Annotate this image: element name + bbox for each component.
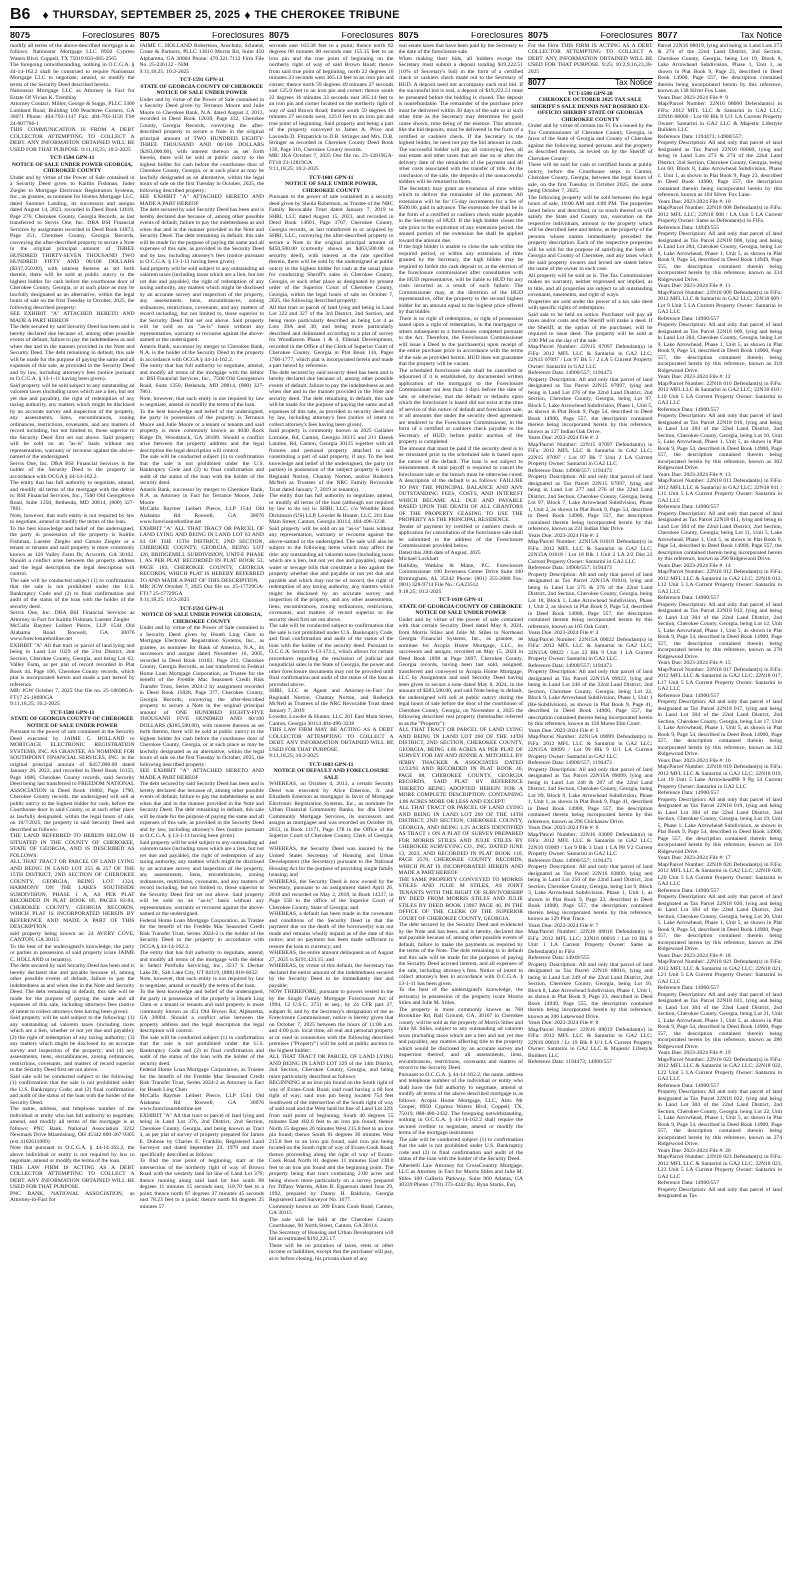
- notice-paragraph: Property Description: All and only that parcel of land designated as Tax Parcel 22N16 08016, lying and being in Land Lot 249 of the 22nd Land District, 2nd Section, Cherokee County, Georgia, being Lot 16, Block 8, Lake Arrowhead Subdivision, Phase 1, Unit 1, as shown in Plat Book 9, Page 23, described in Deed Book 14949, Page 555, the description contained therein being incorporated herein by this reference, known as 206 Lakewood Drive.: [528, 961, 653, 1020]
- notice-paragraph: Federal Home Loan Mortgage Corporation, as Trustee for the benefit of the Freddie Mac Seasoned Credit Risk Transfer Trust, Series 2024-2 is the holder of the Security Deed to the property in accordance with OCGA § 44-14-162.2.: [139, 917, 264, 950]
- notice-paragraph: Reference Data: 14900/557; 1194473: [528, 760, 612, 766]
- column-header: [399, 32, 524, 41]
- notice-paragraph: The sale will be conducted subject to confirmation that the sale is not prohibited under U.S. Bankruptcy Code, and final confirmation and audit of the status of the loan with the holder of the security deed. Pursuant to O.C.G.A. Section 9-13-172.1, which allows for certain procedures regarding the rescission of judicial and nonjudicial sales in the State of Georgia, the power and other foreclosure documents may not be provided until final confirmation and audit of the status of the loan as provided above.: [269, 623, 394, 688]
- notice-paragraph: All property will be sold as is. The Tax Commissioner makes no warranty, neither expressed nor implied, as to title, and all properties are subject to all outstanding covenants, easements, and right of ways.: [528, 272, 653, 298]
- notice-paragraph: The name, address, and telephone number of the individual or entity who has full authority to negotiate, amend, and modify all terms of the mortgage is as follows: PNC Bank, National Association 3232 Newmark Drive Miamisburg, OH 45342 800-367-9305 (ext 4102611089): [10, 1106, 135, 1145]
- notice-paragraph: Note, however, that such entity is not required by law to negotiate, amend or modify the terms of the loan.: [139, 395, 264, 408]
- notice-paragraph: The scheduled foreclosure sale shall be cancelled or adjourned if it is established, by documented written application of the mortgagor to the Foreclosure Commissioner not less than 3 days before the date of sale, or otherwise, that the default or defaults upon which the foreclosure is based did not exist at the time of service of this notice of default and foreclosure sale, or all amounts due under the security deed agreement are tendered to the Foreclosure Commissioner, in the form of a certified or cashiers check payable to the Secretary of HUD, before public auction of the property is completed.: [398, 367, 523, 445]
- notice-paragraph: ALL THAT TRACT OR PARCEL OF LAND LYING AND BEING IN LAND LOT 260 OF THE 14TH DISTRICT, 2ND SECTION, CHEROKEE COUNTY, GEORGIA, BEING 4.86 ACRES AS PER PLAT OF SURVEY FOR JAY AND JENNIE A. MITCHELL BY JERRY THACKER & ASSOCIATES DATED 12/23/93 AND RECORDED IN PLAT BOOK 46, PAGE 88, CHEROKEE COUNTY, GEORGIA RECORDS, SAID PLAT BY REFERENCE THERETO BEING ADOPTED HEREIN FOR A MORE COMPLETE DESCRIPTION. CONTAINING 4.86 ACRES MORE OR LESS AND EXCEPT:: [398, 727, 523, 805]
- notice-paragraph: Property Description: All and only that parcel of land designated as Tax Parcel 22N18 017, lying and being in Land Lot 304 of the 22nd Land District, 2nd Section, Cherokee County, Georgia, being Lot 17, Unit 5, Lake Arrowhead, Phase 1, Unit 5, as shown in Plat Book 9, Page 54, described in Deed Book 14900, Page 557, the description contained therein being incorporated herein by this reference, known as 242 Ridgewood Drive.: [657, 699, 782, 757]
- notice-column-2: [140, 32, 265, 1578]
- notice-paragraph: Property Description: All and only that parcel of land designated as Tax Parcel 22N18 019, lying and being in Land Lot 304 of the 22nd Land District, 2nd Section, Cherokee County, Georgia, being Lot 19, Unit 5, Phase 1, Lake Arrowhead Subdivision, as shown in Plat Book 9, Page 54, described in Deed Book 14900, Page 557, the description contained therein being incorporated herein by this reference, known as 310 Ridgewood Drive.: [657, 796, 782, 855]
- notice-paragraph: Map/Parcel Number: 22N18 020 Defendant(s) in FiFa: 2012 MFL LLC & Santarini in GA2 LLC; 22N18 020, L20 Unit 5 LA Current Property Owner: Santarini in GA2 LLC: [657, 861, 782, 887]
- notice-paragraph: Map/Parcel Number: 22N18 008 Defendant(s) in FiFa: 2012 MFL LLC; 22N18 008 / LA Unit 5 LA Current Property Owner: Same as Defendant(s) in FiFa: [657, 205, 782, 224]
- notice-paragraph: For the Firm THIS FIRM IS ACTING AS A DEBT COLLECTOR ATTEMPTING TO COLLECT A DEBT. ANY INFORMATION OBTAINED WILL BE USED FOR THAT PURPOSE. 9:25; 10:2,9,16,23,30-2025: [528, 42, 653, 75]
- notice-paragraph: Reference Data: 14900/557: [657, 406, 720, 413]
- notice-paragraph: Property Description: All and only that parcel of land designated as Tax Parcel 22N18 012, lying and being in Land Lot 304 of the 22nd Land District, 2nd Section, Cherokee County, Georgia, being Lot 12, Unit 5, Lake Arrowhead, Phase 1, Unit 5, as shown in Plat Book 9, Page 54, described in Deed Book 14900, Page 557, the description contained therein being incorporated herein by this reference, known as 278 Ridgewood Drive.: [657, 601, 782, 660]
- notice-paragraph: 9:11,18,25; 10:2-2025: [139, 597, 190, 603]
- notice-column-1: [10, 32, 135, 1578]
- notice-paragraph: Reference Data: 14900/557; 1194473: [528, 662, 612, 669]
- notice-paragraph: Reference Data: 14900/557; 1194473: [528, 467, 612, 474]
- notice-paragraph: TCT-1588 GPN-11: [50, 709, 95, 716]
- notice-paragraph: Properties are sold under the power of a tax sale deed with specific rights of redemption.: [528, 298, 653, 311]
- notice-paragraph: Reference Data: 1194473; 14900/557: [528, 1059, 612, 1065]
- notice-paragraph: Years Due: 2023-2024 File #: 6: [528, 825, 599, 831]
- notice-paragraph: To the best knowledge and belief of the undersigned, the party in possession of the property is Terrance Moore and Julie Moore or a tenant or tenants and said property is more commonly known as 4040 Rock Ridge Dr, Woodstock, GA 30189. Should a conflict arise between the property address and the legal description the legal description will control.: [139, 408, 264, 454]
- notice-paragraph: Years Due: 2023-2024 File #: 16: [657, 757, 731, 764]
- notice-paragraph: Said property will be sold subject to the following: (1) any outstanding ad valorem taxes (including taxes which are a lien, whether or not yet due and payable); (2) the right of redemption of any taxing authority; (3) any matters which might be disclosed by an accurate survey and inspection of the property; and (4) any assessments, liens, encumbrances, zoning ordinances, restrictions, covenants, and matters of record superior to the Security Deed first set out above.: [10, 1015, 135, 1073]
- notice-paragraph: If the high bidder is unable to close the sale within the required period, or within any extensions of time granted by the Secretary, the high bidder may be required to forfeit the cash deposit or, at the election of the foreclosure commissioner after consultation with the HUD representative, will be liable to HUD for any costs incurred as a result of such failure. The Commissioner may, at the direction of the HUD representative, offer the property to the second highest bidder for an amount equal to the highest price offered by that bidder.: [398, 244, 523, 315]
- notice-paragraph: There will be sold for cash or certified funds at public outcry, before the Courthouse steps in Canton, Cherokee County, Georgia, between the legal hours of sale, on the first Tuesday in October 2025, the same being October 7, 2025.: [528, 162, 653, 194]
- notice-paragraph: Map/Parcel Number: 22N16 03009 Defendant(s) in FiFa: 2012 MFL LLC & Santarini in GA2 LLC; 22N16 03009 / Lot 9 Blk 3 Unit 1 LA P8 V2 Current Property Owner: Santarini in GA2 LLC: [528, 831, 653, 857]
- notice-paragraph: THE LAND REFERRED TO HEREIN BELOW IS SITUATED IN THE COUNTY OF CHEROKEE, STATE OF GEORGIA, AND IS DESCRIBED AS FOLLOWS:: [10, 833, 135, 859]
- notice-paragraph: The debt secured by said Security Deed has been and is hereby declared due because of, among other possible events of default, failure to pay the indebtedness as and when due and in the manner provided in the Note and Security Deed. The debt remaining in default, this sale will be made for the purpose of paying the same and all expenses of this sale, as provided in the Security Deed and by law, including attorney's fees (notice pursuant to O.C.G.A. § 13-1-11 having been given).: [139, 207, 264, 265]
- notice-paragraph: Years Due: 2023-2024 File #: 15: [657, 660, 731, 666]
- notice-paragraph: To the best of the undersigned's knowledge, the person(s) in possession of the property is/are Morris Stiles and Julie M. Stiles.: [398, 987, 523, 1006]
- column-header: [658, 32, 783, 41]
- notice-paragraph: TCT-1593 GPN-11: [179, 605, 224, 612]
- notice-paragraph: Note that pursuant to O.C.G.A. § 44-14-162.2, the above individual or entity is not required by law to negotiate, amend or modify the terms of the loan.: [10, 1145, 135, 1164]
- notice-paragraph: Property Description: All and only that parcel of land designated as Tax: [657, 1186, 782, 1199]
- notice-paragraph: Years Due: 2023-2024 File #: 8: [528, 1020, 599, 1026]
- notice-paragraph: Years Due: 2023-2024 File #: 12: [657, 374, 731, 380]
- notice-paragraph: seconds east 163.38 feet to a point; thence north 82 degrees 08 minutes 00 seconds east 155.35 feet to an iron pin and the true point of beginning on the northerly right of way of said Brown Road; thence from said true point of beginning, north 22 degrees 16 minutes 33 seconds west 365.14 feet to an iron pin and corner; thence north 59 degrees 49 minutes 27 seconds east 125.0 feet to an iron pin and corner; thence south 22 degrees 16 minutes 33 seconds east 365.14 feet to an iron pin and corner located on the northerly right of way of said Brown Road; thence south 59 degrees 49 minutes 27 seconds west, 125.0 feet to an iron pin and true point of beginning. Said property and being a part of the property conveyed to James A. Price and Lavonda D. Fitzpatrick to D.B. Stringer and Mrs. D.B. Stringer as recorded in Cherokee County Deed Book 136, Page 316, Cherokee County records.: [269, 42, 394, 153]
- notice-paragraph: SEE EXHIBIT "A" ATTACHED HERETO AND MADE A PART HEREOF: [139, 194, 264, 207]
- notice-paragraph: The Secretary of Housing and Urban Development will bid an estimated $192,225.17.: [269, 1229, 394, 1242]
- notice-paragraph: Map/Parcel Number: 22N18 023 Defendant(s) in FiFa: 2012 MFL LLC & Santarini in GA2 LLC; 22N18 023, L23 Unit 5 LA Current Property Owner: Santarini in GA2 LLC: [657, 1154, 782, 1180]
- notice-paragraph: MR/ JGW October 7, 2025 Our file no. 25-18690GA-FT17 25-18690GA: [10, 688, 135, 701]
- notice-paragraph: McCalla Raymer Leibert Pierce, LLP 1544 Old Alabama Rd Roswell, GA 30076 www.foreclosurehotline.net: [139, 1093, 264, 1112]
- notice-paragraph: Reference Data: 14900/557: [657, 1082, 720, 1089]
- notice-paragraph: NOTICE OF SALE UNDER POWER GEORGIA, CHEROKEE COUNTY: [11, 161, 133, 174]
- page-number: B6: [10, 6, 31, 23]
- classified-title: Tax Notice: [615, 78, 653, 87]
- notice-paragraph: Said property will be sold on an "as-is" basis without any representation, warranty or recourse against the above-named or the undersigned. The sale will also be subject to the following items which may affect the title: any outstanding ad valorem taxes (including taxes which are a lien, but not yet due and payable), unpaid water or sewage bills that constitute a lien against the property whether due and payable or not yet due and payable and which may not be of record, the right of redemption of any taxing authority, any matters which might be disclosed by an accurate survey and inspection of the property, and any other assessments, liens, encumbrances, zoning ordinances, restrictions, covenants, and matters of record superior to the security deed first set out above.: [269, 525, 394, 623]
- notice-paragraph: Property Description: All and only that parcel of land designated as Tax Parcel 22N16 03009, lying and being in Land Lot 250 of the 22nd Land District, 2nd Section, Cherokee County, Georgia, being Lot 9, Block 3, Lake Arrowhead Subdivision, Phase 1, Unit 1, as shown in Plat Book 9, Page 23, described in Deed Book 14900, Page 557, the description contained therein being incorporated herein by this reference, known as 129 Pine Trace.: [528, 864, 653, 922]
- notice-paragraph: Ameris Bank, successor by merger to Cherokee Bank, N.A. is the holder of the Security Deed to the property in accordance with OCGA § 44-14-162.2.: [139, 343, 264, 363]
- classified-title: Foreclosures: [211, 32, 264, 40]
- notice-paragraph: Years Due: 2023-2024 File #: 7: [528, 922, 599, 929]
- notice-column-3: [269, 32, 394, 1578]
- notice-paragraph: The amount that must be paid if the security deed is to be reinstated prior to the scheduled sale is based upon the nature of the default. The loan is not subject to reinstatement. A total payoff is required to cancel the foreclosure sale or the breach must be otherwise cured. A description of the default is as follows: FAILURE TO PAY THE PRINCIPAL BALANCE AND ANY OUTSTANDING FEES, COSTS, AND INTEREST WHICH BECAME ALL DUE AND PAYABLE BASED UPON THE DEATH OF ALL GRANTORS OF THE PROPERTY CEASING TO USE THE PROPERTY AS THE PRINCIPAL RESIDENCE.: [398, 445, 523, 523]
- masthead-separator-icon: ♦: [244, 8, 251, 22]
- notice-paragraph: 9:11,18,25; 10:2-2025: [139, 68, 190, 75]
- notice-paragraph: Map/Parcel Number: 22N18 009 Defendant(s) in FiFa: 2012 MFL LLC & Santarini in GA2 LLC; 22N18 009 / Lot 9 Unit 5 LA Current Property Owner: Santarini in GA2 LLC: [657, 289, 782, 315]
- notice-paragraph: THE SAME PROPERTY CONVEYED TO MORRIS STILES AND JULIE M STILES, AS JOINT TENANTS WITH THE RIGHT OF SURVIVORSHIP BY DEED FROM MORRIS STILES AND JULIE STILES BY DEED BOOK 13967 PAGE 46, IN THE OFFICE OF THE CLERK OF THE SUPERIOR COURT OF CHEROKEE COUNTY, GEORGIA.: [398, 876, 523, 922]
- notice-column-6: [658, 32, 783, 1578]
- masthead-separator-icon: ♦: [42, 8, 49, 22]
- notice-paragraph: Michael Lockhart: [398, 556, 439, 562]
- classified-code: 8075: [10, 32, 31, 40]
- notice-paragraph: McCalla Raymer Leibert Pierce, LLP 1544 Old Alabama Rd Roswell, GA 30076 www.foreclosurehotline.net: [139, 506, 264, 525]
- notice-paragraph: Map/Parcel Number: 22N18 017 Defendant(s) in FiFa: 2012 MFL LLC & Santarini in GA2 LLC; 22N18 017, L17 Unit 5 LA Current Property Owner: Santarini in GA2 LLC: [657, 666, 782, 692]
- notice-paragraph: said property being known as: 24 AVERY COVE, CANTON, GA 30115: [10, 930, 135, 943]
- notice-paragraph: To the best knowledge and belief of the undersigned, the party in possession of the property is Kaitlin Fishman, Luester Ziegler and Carson Ziegler or a tenant or tenants and said property is more commonly known as 126 Valley Farm Dr, Acworth, GA 30102. Should a conflict arise between the property address and the legal description the legal description will control.: [10, 525, 135, 577]
- notice-paragraph: WHEREAS, by virtue of this default, the Secretary has declared the entire amount of the indebtedness secured by the Security Deed to be immediately due and payable;: [269, 963, 394, 989]
- notice-paragraph: STATE OF GEORGIA COUNTY OF CHEROKEE NOTICE OF SALE UNDER POWER: [10, 716, 134, 729]
- notice-paragraph: Parcel 22N16 08019, lying and being in Land Lots 273 & 274 of the 22nd Land District, 2nd Section, Cherokee County, Georgia, being Lot 19, Block 8, Lake Arrowhead Subdivision, Phase 1, Unit 1, as shown in Plat Book 9, Page 23, described in Deed Book 14900, Page 557, the description contained therein being incorporated herein by this reference, known as 138 Silver Fox Lane.: [657, 42, 782, 94]
- notice-paragraph: Tender of payment by certified or cashiers check or application for cancellation of the foreclosure sale shall be submitted to the address of the Foreclosure Commissioner provided below.: [398, 523, 523, 549]
- notice-paragraph: Years Due: 2023-2024 File #: 20: [657, 1147, 731, 1154]
- notice-paragraph: Reference Data: 14900/557; 1194473: [528, 857, 612, 864]
- notice-paragraph: The foregoing notwithstanding, nothing in O.C.G.A. § 44-14-162.2 shall be construed to require Nationstar Mortgage LLC to negotiate, amend, or modify the terms of the Security Deed described herein.: [10, 62, 135, 88]
- notice-paragraph: Map/Parcel Number: 22N18 019 Defendant(s) in FiFa: 2012 MFL LLC & Santarini in GA2 LLC; 22N18 019, Lot 19 Unit 5 Lake ArrowheadPB 9 Pg 54 Current Property Owner: Santarini in GA2 LLC: [657, 764, 782, 790]
- masthead-date: THURSDAY, SEPTEMBER 25, 2025: [52, 9, 241, 21]
- notice-paragraph: NOW THEREFORE, pursuant to powers vested in me by the Single Family Mortgage Foreclosure Act of 1994, 12 U.S.C. 3751 et seq., by 24 CFR part 27, subpart B, and by the Secretary's designation of me as Foreclosure Commissioner, notice is hereby given that on October 7, 2025 between the hours of 11:00 a.m. and 4:00 p.m. local time, all real and personal property at or used in connection with the following described premises ("Property") will be sold at public auction to the highest bidder:: [269, 989, 394, 1054]
- notice-paragraph: Years Due: 2023-2024 File #: 14: [657, 562, 731, 569]
- notice-paragraph: Reference Data: 14900/557; 1194473: [528, 565, 612, 571]
- notice-paragraph: NOTICE OF SALE UNDER POWER, CHEROKEE COUNTY: [285, 181, 378, 194]
- notice-paragraph: MR/ JGW October 7, 2025 Our file no. 25-17729GA-FT17 25-17729GA: [139, 584, 264, 597]
- notice-paragraph: Map/Parcel Number: 22N18 022 Defendant(s) in FiFa: 2012 MFL LLC & Santarini in GA2 LLC; 22N18 022, L22 Unit 5 LA Current Property Owner: Santarini in GA2 LLC: [657, 1056, 782, 1082]
- notice-paragraph: WHEREAS, the Security Deed is now owned by the Secretary, pursuant to an assignment dated April 26, 2018 and recorded on May 2, 2018, in Book 14337, in Page 558 in the office of the Superior Court of Cherokee County, State of Georgia; and: [269, 878, 394, 911]
- notice-paragraph: EXHIBIT "A" ALL THAT TRACT OR PARCEL OF LAND LYING AND BEING IN LAND LOT 63 AND 64 OF THE 15TH DISTRICT, 2ND SECTION, CHEROKEE COUNTY, GEORGIA, BEING LOT 426, BRIDGEMILL SUBDIVISION, UNIT-E PHASE I, AS PER PLAT RECORDED IN PLAT BOOK 53, PAGE 183, CHEROKEE COUNTY, GEORGIA RECORDS, WHICH PLAT IS HEREBY REFERRED TO AND MADE A PART OF THIS DESCRIPTION.: [139, 525, 264, 584]
- notice-paragraph: Halliday, Watkins & Mann, P.C. Foreclosure Commissioner 100 Inverness Center Drive Suite 100 Birmingham, AL 35242 Phone: (801) 355-2886 Fax: (801) 328-9714 File No.: GA23512: [398, 562, 523, 588]
- notice-paragraph: TCT-1601 GPN-11: [309, 174, 354, 181]
- classified-code: 8077: [657, 32, 678, 40]
- notice-paragraph: NOTICE OF DEFAULT AND FORECLOSURE SALE: [273, 768, 389, 781]
- notice-paragraph: TCT-1591 GPN-11: [179, 77, 224, 83]
- notice-paragraph: Property Description: All and only that parcel of land designated as Tax Parcel 22N15A 09022, lying and being in Land Lot 246 of the 22nd Land District, 2nd Section, Cherokee County, Georgia, being Lot 22, Block 9, Lake Arrowhead Subdivision, Phase 1, Unit 1 (Re-Subdivision), as shown in Plat Book 9, Page 41, described in Deed Book 14900, Page 557, the description contained therein being incorporated herein by this reference, known as 158 Morse Elm Court.: [528, 669, 653, 727]
- notice-paragraph: Pursuant to the power of sale contained in the Security Deed executed by JAIME C. HOLLAND to MORTGAGE ELECTRONIC REGISTRATION SYSTEMS, INC. AS GRANTEE, AS NOMINEE FOR SOUTHPOINT FINANCIAL SERVICES, INC. in the original principal amount of $457,000.00 dated January 26, 2022, and recorded in Deed Book 16155, Page 1686, Cherokee County records, said Security Deed being last transferred to FREEDOM NATIONAL ASSOCIATION in Deed Book 16882, Page 1790, Cherokee County records, the undersigned will sell at public outcry to the highest bidder for cash, before the Courthouse door in said County, or at such other place as lawfully designated, within the legal hours of sale, on 10/7/2025, the property in said Security Deed and described as follows:: [10, 729, 135, 833]
- notice-paragraph: Reference Data: 14900/557: [657, 692, 720, 699]
- notice-paragraph: ALL THAT TRACT OR PARCEL OF LAND LYING AND BEING IN LAND LOT 255 & 257 OF THE 15TH DISTRICT, 2ND SECTION OF CHEROKEE COUNTY, GEORGIA, BEING LOT 1324, HARMONY ON THE LAKES SOUTHSIDE SUBDIVISION, PHASE 1 A, AS PER PLAT RECORDED IN PLAT BOOK 89, PAGES 83-84, CHEROKEE COUNTY, GEORGIA RECORDS, WHICH PLAT IS INCORPORATED HEREIN BY REFERENCE AND MADE A PART OF THIS DESCRIPTION.: [10, 859, 135, 930]
- notice-paragraph: Federal Home Loan Mortgage Corporation, as Trustee for the benefit of the Freddie Mac Seasoned Credit Risk Transfer Trust, Series 2024-2 as Attorney in Fact for Hsueh Ling Chen: [139, 1067, 264, 1093]
- notice-paragraph: SEE EXHIBIT "A" ATTACHED HERETO AND MADE A PART HEREOF: [10, 311, 135, 324]
- notice-paragraph: Property Description: All and only that parcel of land designated as Tax Parcel 22N18 009, lying and being in Land Lot 284, Cherokee County, Georgia, being Lot 9, Lake Arrowhead, Phase 1, Unit 5, as shown in Plat Book 9, Page 54, described in Deed Book 14900, Page 557, the description contained therein being incorporated herein by this reference, known as 318 Ridgewood Drive.: [657, 322, 782, 374]
- notice-paragraph: Property Description: All and only that parcel of land designated as Tax Parcel 22N15 07097, lying and being in Land Lot 276 of the 22nd Land District, 2nd Section, Cherokee County, Georgia, being Lot 97, Block 5, Lake Arrowhead Subdivision, Phase 1, Unit 5, as shown in Plat Book 9, Page 54, described in Deed Book 14900, Page 557, the description contained therein being incorporated herein by this reference, known as 127 Indian Oak Drive.: [528, 376, 653, 435]
- notice-paragraph: The property is more commonly known as 768 Brookline Rd, Ball Ground, GA, 30107 in Cherokee county, will be sold as the property of Morris Stiles and Julie M. Stiles, subject to any outstanding ad valorem taxes (including taxes which are a lien and not yet due and payable), any matters affecting title to the property which would be disclosed by an accurate survey and inspection thereof, and all assessments, liens, encumbrances, restrictions, covenants and matters of record to the Security Deed.: [398, 1006, 523, 1071]
- classified-code: 8077: [528, 78, 546, 87]
- notice-paragraph: Years Due: 2023-2024 File #: 5: [528, 727, 599, 734]
- notice-paragraph: Years Due: 2023-2024 File #: 17: [657, 855, 731, 861]
- notice-paragraph: Property Description: All and only that parcel of land designated as Tax Parcel 22N18 008, lying and being in Land Lot 284, Cherokee County, Georgia, being Lot 8, Lake Arrowhead, Phase 1, Unit 5, as shown in Plat Book 9, Page 54, described in Deed Book 14949, Page 555, the description contained therein being incorporated herein by this reference, known as 334 Ridgewood Drive.: [657, 231, 782, 283]
- masthead: [10, 4, 782, 28]
- notice-paragraph: Reference Data: 14900/557: [657, 315, 720, 322]
- notice-paragraph: Lowder, Lowder & Hunter, LLC 261 East Main Street, Canton, Georgia 30114 404-496-3238: [269, 714, 394, 727]
- classified-code: 8075: [398, 32, 419, 40]
- notice-paragraph: All that tract or parcel of land lying and being in Land Lot 322 and 327 of the 3rd District, 2nd Section, and being more particularly described as being Lot 4 as Lots 39A and 30, and being more particularly described and delineated according to a plat of survey for Woodhaven Phase 1 & 4, Ellenah Development, recorded in the Office of the Clerk of Superior Court of Cherokee County, Georgia in Plat Book 116, Pages 1766-1777, which plat is incorporated herein and made a part hereof by reference.: [269, 304, 394, 369]
- notice-paragraph: The entity that has full authority to negotiate, amend, and modify all terms of the mortgage with the debtor is: BSI Financial Services, Inc., 7500 Old Georgetown Road, Suite 1350, Bethesda, MD 20814, (800) 327-7861.: [139, 363, 264, 395]
- notice-paragraph: Under and by virtue of the Power of Sale contained in a Security Deed given by Hsueh Ling Chen to Mortgage Electronic Registration Systems, Inc., as grantee, as nominee for Bank of America, N.A., its successors and assigns dated November 16, 2005, recorded in Deed Book 10183, Page 211, Cherokee County, Georgia Records, as last transferred to Federal Home Loan Mortgage Corporation, as Trustee for the benefit of the Freddie Mac Seasoned Credit Risk Transfer Trust, Series 2024-2 by assignment recorded in Deed Book 15028, Page 377, Cherokee County, Georgia Records, conveying the after-described property to secure a Note in the original principal amount of ONE HUNDRED EIGHTY-FIVE THOUSAND FIVE HUNDRED AND 00/100 DOLLARS ($185,500.00), with interest thereon as set forth therein, there will be sold at public outcry to the highest bidder for cash before the courthouse door of Cherokee County, Georgia, or at such place as may be lawfully designated as an alternative, within the legal hours of sale on the first Tuesday in October, 2025, the following described property:: [139, 625, 264, 768]
- classified-title: Foreclosures: [600, 32, 653, 40]
- notice-paragraph: MR/ JKA October 7, 2025 Our file no. 23-12819GA-FT18 23-12819GA: [269, 153, 394, 166]
- notice-paragraph: Reference Data: 14900/557: [657, 1180, 720, 1186]
- notice-paragraph: Albertelli Law Attorney for CrossCountry Mortgage, LLC as Attorney in Fact for Morris Stiles and Julie M. Stiles 100 Galleria Parkway, Suite 960 Atlanta, GA 30339 Phone: (770) 373-4242 By: Ryan Starks, Esq.: [398, 1162, 523, 1188]
- notice-paragraph: Property Description: All and only that parcel of land designated as Tax Parcel 22N15 07097, lying and being in Land Lot 277 and 276 of the 22nd Land District, 2nd Section, Cherokee County, Georgia, being Lot 97, Block 7, Lake Arrowhead Subdivision, Phase 1, Unit 2, as shown in Plat Book 9, Page 54, described in Deed Book 14900, Page 557, the description contained therein being incorporated herein by this reference, known as 231 Indian Oak Drive.: [528, 474, 653, 532]
- notice-paragraph: EXHIBIT "A" All that tract or parcel of land lying and being in Land Lot 1029 of the 21st District, 2nd Section, Cherokee County, Georgia, and being Lot 63, Valley Farm, as per plat of record recorded in Plat Book 44, Page 106, Cherokee County records, which plat is incorporated herein and made a part hereof by reference.: [10, 642, 135, 688]
- notice-paragraph: Map/Parcel Number: 22N18 010 Defendant(s) in FiFa: 2012 MFL LLC & Santarini in GA2 LLC; 22N18 010 / L10 Unit 5 LA Current Property Owner: Santarini in GA2 LLC: [657, 380, 782, 406]
- notice-paragraph: TCT-1588 GPN-20: [567, 90, 613, 97]
- notice-paragraph: Years Due: 2023-2024 File #: 2: [528, 435, 599, 441]
- notice-paragraph: TCT-1603 GPN-11: [309, 761, 354, 768]
- notice-paragraph: THIS LAW FIRM IS ACTING AS A DEBT COLLECTOR ATTEMPTING TO COLLECT A DEBT. ANY INFORMATION OBTAINED WILL BE USED FOR THAT PURPOSE.: [10, 1164, 135, 1190]
- notice-paragraph: Nationstar Mortgage LLC as Attorney in Fact for Estate Of Vivian K. Tremblay: [10, 88, 135, 101]
- notice-paragraph: McCalla Raymer Leibert Pierce, LLP 1544 Old Alabama Road Roswell, GA 30076 www.foreclosurehotline.net: [10, 623, 135, 642]
- subsection-header: [528, 78, 653, 89]
- notice-paragraph: THIS LAW FIRM MAY BE ACTING AS A DEBT COLLECTOR ATTEMPTING TO COLLECT A DEBT. ANY INFORMATION OBTAINED WILL BE USED FOR THAT PURPOSE.: [269, 727, 394, 753]
- notice-paragraph: Map/Parcel Number: 22N15A 09022 Defendant(s) in FiFa: 2012 MFL LLC & Santarini in GA2 LLC; 22N15A 09022 / Lot 22 Blk 9 Unit 1 LA Current Property Owner: Santarini in GA2 LLC: [528, 636, 653, 662]
- column-header: [528, 32, 653, 41]
- notice-paragraph: Note, however, that such entity is not required by law to negotiate, amend or modify the terms of the loan.: [139, 976, 264, 989]
- notice-paragraph: WHEREAS, on October 4, 2013, a certain Security Deed was executed by Alice Emerson, Jr. and Elizabeth Emerson as mortgagor in favor of Mortgage Electronic Registration Systems, Inc., as nominee for Urban Financial Community Banks, Inc dba United Community Mortgage Services, its successors and assigns as mortgagee and was recorded on October 18, 2013, in Book 11171, Page 178 in the Office of the Superior Court of Cherokee County, Clerk of Georgia; and: [269, 781, 394, 846]
- notice-paragraph: Property Description: All and only that parcel of land designated as Tax Parcel 22N18 020, lying and being in Land Lot 304 of the 22nd Land District, 2nd Section, Cherokee County, Georgia, being Lot 20, Unit 5, Lake Arrowhead, Phase 1, Unit 5, as shown in Plat Book 9, Page 54, described in Deed Book 14900, Page 557, the description contained therein being incorporated herein by this reference, known as 298 Ridgewood Drive.: [657, 894, 782, 952]
- notice-paragraph: Reference Data: 14900/557: [657, 504, 720, 510]
- notice-paragraph: The debt secured by said Security Deed has been and is hereby declared due because of, among other possible events of default, failure to pay the indebtedness as and when due and in the manner provided in the Note and Security Deed. The debt remaining in default, this sale will be made for the purpose of paying the same and all expenses of this sale, as provided in the Security Deed and by law, including attorney's fees (notice pursuant to O.C.G.A. § 13-1-11 having been given).: [139, 781, 264, 839]
- notice-paragraph: Reference Data: 14900/557: [657, 985, 720, 991]
- notice-paragraph: Reference Data: 14900/557: [657, 887, 720, 894]
- notice-paragraph: Property Description: All and only that parcel of land designated as Tax Parcel 22N16 08060, lying and being in Land Lots 273 & 274 of the 22nd Land District, 2nd Section, Cherokee County, Georgia, being Lot 60, Block 8, Lake Arrowhead Subdivision, Phase 1, Unit 1, as shown in Plat Book 9, Page 23, described in Deed Book 14900, Page 557, the description contained therein being incorporated herein by this reference, known as 104 Silver Fox Lane.: [657, 140, 782, 198]
- notice-paragraph: Reference Data: 14900/557; 1194473: [528, 370, 612, 376]
- notice-paragraph: Under and by virtue of certain tax Fi. Fa.s issued by the Tax Commissioner of Cherokee County, Georgia, in favor of the State of Georgia and County of Cherokee against the following named persons and the property as described therein, as levied on by the Sheriff of Cherokee County:: [528, 123, 653, 162]
- notice-paragraph: Pursuant to the power of sale contained in a security deed given by Sheila Robertson, as Trustee of the NRC Family Revocable Trust dated January 7, 2019 to SHRI, LLC dated August 15, 2023, and recorded in Deed Book 14601, Page 3707, Cherokee County, Georgia records, as last transferred to or acquired by SHRI, LLC, conveying the after-described property to secure a Note in the original principal amount of $450,500.00 (currently shown as $463,500.00 on security deed), with interest at the rate specified therein, there will be sold by the undersigned at public outcry to the highest bidder for cash at the usual place for conducting Sheriff's sales in Cherokee County, Georgia, or such other place as designated by present order of the Superior Court of Cherokee County, Georgia, within the legal hours of sale on October 7, 2025, the following described property:: [269, 194, 394, 304]
- notice-paragraph: BEGINNING at an iron pin found on the South right of way of Evans-Cook Road, said road having a 60 foot right of way; said iron pin being located 754 feet Southwest of the intersection of the South right of way of said road and the West land lot line of Land Lot 329; from said point of beginning, South 40 degrees 55 minutes East 402.6 feet to an iron pin found; thence North 15 degrees 26 minutes West 215.8 feet to an iron pin found; thence South 81 degrees 36 minutes West 215.8 feet to an iron pin found, said iron pin being located on the South right of way of Evans-Cook Road; thence proceeding along the right of way of Evans-Cook Road North 81 degrees 11 minutes East 230.0 feet to an iron pin found and the beginning point. The property being that tract containing 2.00 acres and being shown more particularly on a survey prepared for Tiffany Warren, Allen B. Epperson dated June 29, 1992, prepared by Danny H. Baldwin, Georgia Registered Land Surveyor No. 1677.: [269, 1080, 394, 1203]
- notice-paragraph: Property Description: All and only that parcel of land designated as Tax Parcel 22N18 021, lying and being in Land Lot 304 of the 22nd Land District, 2nd Section, Cherokee County, Georgia, being Lot 21, Unit 5, Lake Arrowhead, Phase 1, Unit 5, as shown in Plat Book 9, Page 54, described in Deed Book 14900, Page 557, the description contained therein being incorporated herein by this reference, known as 286 Ridgewood Drive.: [657, 991, 782, 1050]
- notice-paragraph: There will be no proration of taxes, rents or other income or liabilities, except that the purchaser will pay, at or before closing, his prorata share of any: [269, 1242, 394, 1262]
- notice-paragraph: Reference Data: 1194473; 14900/557;: [657, 133, 743, 140]
- notice-paragraph: Property Description: All and only that parcel of land designated as Tax Parcel 22N18 010, lying and being in Land Lot 284 of the 22nd Land District, 2nd Section, Cherokee County, Georgia, being Lot 10, Unit 5, Lake Arrowhead, Phase 1, Unit 5, as shown in Plat Book 9, Page 54, described in Deed Book 14900, Page 557, the description contained therein being incorporated herein by this reference, known as 302 Ridgewood Drive.: [657, 413, 782, 471]
- notice-column-5: [528, 32, 653, 1578]
- classified-title: Foreclosures: [341, 32, 394, 40]
- notice-paragraph: Said property will be sold subject to any outstanding ad valorem taxes (including taxes which are a lien, but not yet due and payable), the right of redemption of any taxing authority, any matters which might be disclosed by an accurate survey and inspection of the property, any assessments, liens, encumbrances, zoning ordinances, restrictions, covenants, and any matters of record including, but not limited to, those superior to the Security Deed first set out above. Said property will be sold on an "as-is" basis without any representation, warranty or recourse against the above-named or the undersigned.: [139, 265, 264, 343]
- notice-paragraph: Map/Parcel Number: 22N18 021 Defendant(s) in FiFa: 2012 MFL LLC & Santarini in GA2 LLC; 22N18 021, L21 Unit 5 LA Current Property Owner: Santarini in GA2 LLC: [657, 959, 782, 985]
- notice-paragraph: STATE OF GEORGIA COUNTY OF CHEROKEE NOTICE OF SALE UNDER POWER: [140, 83, 264, 96]
- classified-code: 8075: [528, 32, 549, 40]
- notice-paragraph: Map/Parcel Number: 22N18 011 Defendant(s) in FiFa: 2012 MFL LLC & Santarini in GA2 LLC; 22N18 011 / L11 Unit 5 LA Current Property Owner: Santarini in GA2 LLC: [657, 478, 782, 504]
- notice-paragraph: Property Description: All and only that parcel of land designated as Tax Parcel 22N15A 09099, lying and being in Land Lot 246 & 207 of the 22nd Land District, 2nd Section, Cherokee County, Georgia, being Lot 99, Block 9, Lake Arrowhead Subdivision, Phase 1, Unit 1, as shown in Plat Book 9, Page 41, described in Deed Book 14900, Page 557, the description contained therein being incorporated herein by this reference, known as 296 Chickasaw Drive.: [528, 766, 653, 825]
- notice-paragraph: Servis One, Inc. DBA BSI Financial Services as Attorney in Fact for Kaitlin Fishman, Luester Ziegler: [10, 610, 135, 623]
- notice-paragraph: The sale will be conducted subject (1) to confirmation that the sale is not prohibited under the U.S. Bankruptcy Code and (2) to final confirmation and audit of the status of the loan with the holder of the security deed.: [10, 577, 135, 610]
- notice-paragraph: The debt secured by said Security Deed has been and is hereby declared due and payable because of, among other possible events of default, failure to pay the indebtedness as and when due in the Note and Security Deed. The debt remaining in default, this sale will be made for the purpose of paying the same and all expenses of this sale, including attorneys fees (notice of intent to collect attorneys fees having been given).: [10, 963, 135, 1015]
- notice-paragraph: Map/Parcel Number: 22N15A 09099 Defendant(s) in FiFa: 2012 MFL LLC & Santarini in GA2 LLC; 22N15A 09099 / Lot 99 Blk 9 U/1 LA Current Property Owner: Santarini in GA2 LLC: [528, 734, 653, 760]
- notice-paragraph: JAIME C. HOLLAND Robertson, Anschutz, Schneid, Crane & Partners, PLLC 13010 Morris Rd, Suite 450 Alpharetta, GA 30004 Phone: 470.321.7112 Firm File No. 25-236132 - NiM: [139, 42, 264, 68]
- notice-paragraph: CHEROKEE OCTOBER 2025 TAX SALE SHERIFF'S SALE DENNIS NAT ROSERIO EX-OFFICIO SHERIFF STATE OF GEORGIA CHEROKEE COUNTY: [531, 97, 650, 123]
- notice-paragraph: Years Due: 2023-2024 File #: 3: [528, 532, 599, 539]
- notice-paragraph: PNC BANK, NATIONAL ASSOCIATION, as Attorney-in-Fact for: [10, 1190, 135, 1203]
- notice-paragraph: 9:11,18,25; 10:2-2025: [269, 753, 319, 759]
- notice-paragraph: Said sale will be conducted subject to the following: (1) confirmation that the sale is not prohibited under the U.S. Bankruptcy Code; and (2) final confirmation and audit of the status of the loan with the holder of the Security Deed.: [10, 1073, 135, 1106]
- classified-code: 8075: [139, 32, 160, 40]
- notice-paragraph: Said property will be sold subject to any outstanding ad valorem taxes (including taxes which are a lien, but not yet due and payable), the right of redemption of any taxing authority, any matters which might be disclosed by an accurate survey and inspection of the property, any assessments, liens, encumbrances, zoning ordinances, restrictions, covenants, and any matters of record including, but not limited to, those superior to the Security Deed first set out above. Said property will be sold on an "as-is" basis without any representation, warranty or recourse against the above-named or the undersigned.: [139, 839, 264, 917]
- notice-paragraph: Commonly known as: 209 Evans Cook Road, Canton, GA 30115: [269, 1203, 394, 1216]
- notice-paragraph: SEE EXHIBIT "A" ATTACHED HERETO AND MADE A PART HEREOF: [139, 768, 264, 781]
- notice-paragraph: STATE OF GEORGIA COUNTY OF CHEROKEE NOTICE OF SALE UNDER POWER: [399, 603, 523, 616]
- notice-paragraph: THIS COMMUNICATION IS FROM A DEBT COLLECTOR ATTEMPTING TO COLLECT A DEBT. ANY INFORMATION OBTAINED WILL BE USED FOR THAT PURPOSE. 9:11,18,25; 10:2-2025: [10, 127, 135, 153]
- notice-paragraph: SHRI, LLC as Agent and Attorney-in-Fact for Reginald Norton, Chantay Norton, and Roderick McNeil as Trustees of the NRC Revocable Trust dated January 7, 2019: [269, 688, 394, 714]
- notice-paragraph: The following property will be sold between the legal hours of sale, 10:00 AM and 4:00 PM. The properties listed below and described, or so much thereof as will satisfy the State and County tax, execution on the respective individuals, amount to the property which will be described here and below, as the property of the persons whose names immediately preceded the property description. Each of the respective properties will be sold for the purpose of satisfying the State of Georgia and County of Cherokee, and any taxes which the said property owners and levied are stated below the name of the owner in each case.: [528, 194, 653, 272]
- legal-notices-columns: [10, 32, 782, 1578]
- notice-paragraph: Property Description: All and only that parcel of land designated as Tax Parcel 22N15A 01018, lying and being in Land Lot 275 & 276 of the 22nd Land District, 2nd Section, Cherokee County, Georgia, being Lot 18, Block 1, Lake Arrowhead Subdivision, Phase 1, Unit 2, as shown in Plat Book 9, Page 54, described in Deed Book 14900, Page 557, the description contained therein being incorporated herein by this reference, known as 105 Oak Court.: [528, 571, 653, 630]
- notice-paragraph: WHEREAS, the Security Deed was insured by the United States Secretary of Housing and Urban Development (the Secretary) pursuant to the National Housing Act for the purpose of providing single family housing; and: [269, 846, 394, 878]
- notice-paragraph: Map/Parcel Number: 22N16 08060 Defendant(s) in FiFa: 2012 MFL LLC & Santarini in GA2 LLC; 22N16 08060 / Lot 60 Blk 8 U/1 LA Current Property Owner: Santarini in GA2 LLC & Majestic Lifestyle Builders LLC: [657, 101, 782, 133]
- notice-paragraph: Years Due: 2023-2024 File #: 4: [528, 630, 599, 636]
- notice-paragraph: Said property is commonly known as 2025 Gallaher Lorraine, Rd, Canton, Georgia 30115 and 211 Eleesh Lantine, Rd, Canton, Georgia 30115 together with all fixtures and personal property attached to and constituting a part of said property, if any. To the best knowledge and belief of the undersigned, the party (or parties) in possession of the subject property is (are): Reginald Norton, Chantay Norton, and/or Roderick McNeil as Trustees of the NRC Family Revocable Trust dated January 7, 2019 or tenant(s).: [269, 428, 394, 493]
- notice-paragraph: Map/Parcel Number: 22N15A 01018 Defendant(s) in FiFa: 2012 MFL LLC & Santarini in GA2 LLC; 22N15A 01018 / Lot 18 Blk 1 Unit 2 LA 2/2 Dist 22 Current Property Owner: Santarini in GA2 LLC: [528, 539, 653, 565]
- notice-paragraph: The debt secured by said security deed has been and is hereby declared due because of, among other possible events of default, failure to pay the indebtedness as and when due and in the manner provided in the Note and security deed. The debt remaining in default, this sale will be made for the purpose of paying the same and all expenses of this sale, as provided in security deed and by law, including attorney's fees (notice of intent to collect attorney's fees having been given).: [269, 369, 394, 428]
- notice-paragraph: The entity that has full authority to negotiate, amend, and modify all terms of the mortgage with the debtor is: BSI Financial Services, Inc., 7500 Old Georgetown Road, Suite 1350, Bethesda, MD 20814, (800) 327-7861.: [10, 480, 135, 512]
- classified-title: Foreclosures: [470, 32, 523, 40]
- notice-paragraph: Note, however, that such entity is not required by law to negotiate, amend or modify the terms of the loan.: [10, 512, 135, 525]
- notice-paragraph: Servis One, Inc. DBA BSI Financial Services is the holder of the Security Deed to the property in accordance with OCGA § 44-14-162.2.: [10, 460, 135, 480]
- notice-column-4: [399, 32, 524, 1578]
- notice-paragraph: Property Description: All and only that parcel of land designated as Tax Parcel 22N18 022, lying and being in Land Lot 304 of the 22nd Land District, 2nd Section, Cherokee County, Georgia, being Lot 22, Unit 5, Lake Arrowhead, Phase 1, Unit 5, as shown in Plat Book 9, Page 54, described in Deed Book 14900, Page 557, the description contained therein being incorporated herein by this reference, known as 274 Ridgewood Drive.: [657, 1089, 782, 1147]
- notice-paragraph: To the best of the undersigned's knowledge, the party or parties in possession of said property is/are JAIME C. HOLLAND or tenant(s).: [10, 943, 135, 963]
- notice-paragraph: The debt secured by said Security Deed has been and is hereby declared due because of, among other possible events of default, failure to pay the indebtedness as and when due and in the manner provided in the Note and Security Deed. The debt remaining in default, this sale will be made for the purpose of paying the same and all expenses of this sale, as provided in the Security Deed and by law, including attorney's fees (notice pursuant to O.C.G.A. § 13-1-11 having been given).: [10, 324, 135, 382]
- notice-paragraph: To find the true point of beginning, start at the intersection of the northerly right of way of Brown Road with the westerly land lot line of Land Lot 376; thence running along said land lot line south 88 degrees 11 minutes 15 seconds east, 118.70 feet to a point; thence north 87 degrees 37 minutes 45 seconds east 78.23 feet to a point; thence north 84 degrees 25 minutes 57: [139, 1158, 264, 1210]
- notice-paragraph: Years Due: 2023-2024 File #: 19: [657, 1050, 731, 1056]
- notice-paragraph: Years Due: 2023-2024 File #: 9: [657, 94, 728, 101]
- notice-paragraph: Ameris Bank, successor by merger to Cherokee Bank, N.A. as Attorney in Fact for Terrance Moore, Julie Moore: [139, 486, 264, 506]
- masthead-paper-name: THE CHEROKEE TRIBUNE: [254, 9, 400, 21]
- notice-paragraph: TCT-1584 GPN-11: [50, 155, 95, 161]
- notice-paragraph: The Secretary may grant an extension of time within which to deliver the remainder of the payment. All extensions will be for 15-day increments for a fee of $500.00, paid in advance. The extension fee shall be in the form of a certified or cashiers check made payable to the Secretary of HUD. If the high bidder closes the sale prior to the expiration of any extension period, the unused portion of the extension fee shall be applied toward the amount due.: [398, 185, 523, 244]
- notice-paragraph: 9:11,18,25; 10:2-2025: [269, 166, 319, 172]
- notice-paragraph: Map/Parcel Number: 22N16 08016 Defendant(s) in FiFa: 2012 MFL LLC; 22N16 08016 / Lot 16 Blk 8 Unit 1 LA Current Property Owner: Same as Defendant(s) in FiFa: [528, 929, 653, 955]
- notice-paragraph: Years Due: 2023-2024 File #: 13: [657, 471, 731, 478]
- notice-paragraph: Under and by virtue of the power of sale contained with that certain Security Deed dated May 8, 2024, from Morris Stiles and Julie M. Stiles to Northeast Georgia Financial Systems, Inc., as grantee, as nominee for Acopia Home Mortgage, LLC, its successors and assigns, recorded on May 15, 2024 in Deed Book 1898 at Page 3697, Cherokee County, Georgia records, having been last sold, assigned, transferred and conveyed to Acopia Home Mortgage, LLC by Assignment and said Security Deed having been given to secure a note dated May 8, 2024, in the amount of $283,500.00, and said Note being in default, the undersigned will sell at public outcry during the legal hours of sale before the door of the courthouse of Cherokee County, Georgia, on November 4, 2025 the following described real property (hereinafter referred to as the "Property"):: [398, 616, 523, 727]
- notice-paragraph: Reference Data: 14949/555: [528, 955, 590, 961]
- notice-paragraph: The sale will be conducted subject (1) to confirmation that the sale is not prohibited under U.S. Bankruptcy code and (2) to final confirmation and audit of the status of the loan with the holder of the Security Deed.: [398, 1136, 523, 1162]
- notice-paragraph: ALL THAT TRACT OR PARCEL OF LAND LYING AND BEING IN LAND LOT 260 OF THE 14TH DISTRICT, 2ND SECTION, CHEROKEE COUNTY, GEORGIA, AND BEING 1.25 ACRES IDENTIFIED AS TRACT 1 ON A PLAT OF SURVEY PREPARED FOR MORRIS STILES AND JULIE STILES BY CHEROKEE SURVEYING CO., INC. DATED JUNE 13, 2023, AND RECORDED IN PLAT BOOK 110, PAGE 2570, CHEROKEE COUNTY RECORDS, WHICH PLAT IS INCORPORATED HEREIN AND MADE A PART HEREOF.: [398, 805, 523, 876]
- notice-paragraph: Reference Data: 14949/555: [657, 224, 720, 231]
- notice-paragraph: The entity that has full authority to negotiate, amend, and modify all terms of the mortgage with the debtor is: Select Portfolio Servicing, Inc., 3217 S. Decker Lake Dr., Salt Lake City, UT 84119, (888) 818-6032.: [139, 950, 264, 976]
- notice-paragraph: Under and by virtue of the Power of Sale contained in a Security Deed given to Kaitlin Fishman, Juder Ziegler to Mortgage Electronic Registration Systems, Inc., as grantee, as nominee for Homes Mortgage LLC, dated Summer Landing, its successors and assigns dated August 14, 2023, recorded in Deed Book 14618, Page 276, Cherokee County, Georgia Records, as last transferred to Servis One, Inc. DBA BSI Financial Services by assignment recorded in Deed Book 14873, Page 251, Cherokee County, Georgia Records, conveying the after-described property to secure a Note in the original principal amount of THREE HUNDRED THIRTY-SEVEN THOUSAND TWO HUNDRED FIFTY AND 00/100 DOLLARS ($337,250.00), with interest thereon as set forth therein, there will be sold at public outcry to the highest bidder for cash before the courthouse door of Cherokee County, Georgia, or at such place as may be lawfully designated as an alternative, within the legal hours of sale on the first Tuesday in October, 2025, the following described property:: [10, 174, 135, 311]
- notice-paragraph: Property Description: All and only that parcel of land designated as Tax Parcel 22N18 011, lying and being in Land Lot 304 of the 22nd Land District, 2nd Section, Cherokee County, Georgia, being Lot 11, Unit 5, Lake Arrowhead, Phase 1, Unit 5, as shown in Plat Book 9, Page 54, described in Deed Book 14900, Page 557, the description contained therein being incorporated herein by this reference, known as 290 Ridgewood Drive.: [657, 510, 782, 562]
- notice-paragraph: Years Due: 2023-2024 File #: 18: [657, 952, 731, 959]
- notice-paragraph: The debt secured by the Security Deed and evidenced by the Note and has been, and is hereby, declared due and payable because of, among other possible events of default, failure to make the payments as required by the terms of the Note. The debt remaining is in default and this sale will be made for the purposes of paying the Security Deed accrued interest, and all expenses of the sale, including attorney's fees. Notice of intent to collect attorney's fees in accordance with O.C.G.A. § 13-1-11 has been given.: [398, 922, 523, 987]
- notice-paragraph: TCT-1610 GPN-11: [438, 597, 483, 603]
- notice-paragraph: 9:18,25; 10:2-2025: [398, 588, 442, 595]
- notice-paragraph: Dated this 28th date of August, 2025: [398, 549, 481, 556]
- notice-paragraph: Map/Parcel Number: 22N18 012 Defendant(s) in FiFa: 2012 MFL LLC & Santarini in GA2 LLC; 22N18 012, L12 Unit 5 LA Current Property Owner: Santarini in GA2 LLC: [657, 569, 782, 595]
- notice-paragraph: Attorney Contact: Miller, George & Suggs, PLLC 3300 Lumbard Road, Building 100 Peachtree Corners, GA 30071 Phone: 404-793-1147 Fax: 404-793-1150 TS# 24-007766-1: [10, 101, 135, 127]
- notice-paragraph: To the best knowledge and belief of the undersigned, the party in possession of the property is Hsueh Ling Chen or a tenant or tenants and said property is more commonly known as 451 Old Brown Rd, Alpharetta, GA 30004. Should a conflict arise between the property address and the legal description the legal description will control.: [139, 989, 264, 1034]
- notice-paragraph: 9:11,18,25; 10:2-2025: [10, 701, 60, 707]
- notice-paragraph: Map/Parcel Number: 22N16 08019 Defendant(s) in FiFa: 2012 MFL LLC & Santarini in GA2 LLC; 22N16 08019 / Lt 19 Blk 8 U/1 LA Current Property Owner: Santarini in GA2 LLC & Majestic Lifestyle Builders LLC: [528, 1026, 653, 1059]
- column-header: [10, 32, 135, 41]
- notice-paragraph: modify all terms of the above-described mortgage is as follows: Nationstar Mortgage LLC 8950 Cypress Waters Blvd. Coppell, TX 75019 833-685-2565: [10, 42, 135, 62]
- notice-paragraph: Years Due: 2023-2024 File #: 10: [657, 198, 731, 205]
- notice-paragraph: Map/Parcel Number: 22N15 07097 Defendant(s) in FiFa: 2012 MFL LLC & Santarini in GA2 LLC; 22N15 07097 / Lot 97 Bk 7 Unit 2 LA Current Property Owner: Santarini in GA2 LLC: [528, 441, 653, 467]
- classified-title: Foreclosures: [82, 32, 135, 40]
- classified-code: 8075: [269, 32, 290, 40]
- notice-paragraph: WHEREAS, a default has been made in the covenants and conditions of the Security Deed in that the payment due on the death of the borrower(s) was not made and remains wholly unpaid as of the date of this notice, and no payment has been made sufficient to restore the loan to currency; and: [269, 911, 394, 950]
- notice-paragraph: Under and by virtue of the Power of Sale contained in a Security Deed given by Terrance Moore and Julie Moore to Cherokee Bank, N.A. dated August 2, 2013, recorded in Deed Book 12039, Page 432, Cherokee County, Georgia Records, conveying the after-described property to secure a Note in the original principal amount of TWO HUNDRED EIGHTY-THREE THOUSAND AND 00/100 DOLLARS ($283,000.00), with interest thereon as set forth therein, there will be sold at public outcry to the highest bidder for cash before the courthouse door of Cherokee County, Georgia, or at such place as may be lawfully designated as an alternative, within the legal hours of sale on the first Tuesday in October, 2025, the following described property:: [139, 96, 264, 194]
- notice-paragraph: WHEREAS, the entire amount delinquent as of August 27, 2025 is $191,424.15; and: [269, 950, 394, 963]
- notice-paragraph: Reference Data: 14900/557: [657, 790, 720, 796]
- notice-paragraph: The sale will be conducted subject (1) to confirmation that the sale is not prohibited under the U.S. Bankruptcy Code and (2) to final confirmation and audit of the status of the loan with the holder of the security deed.: [139, 1034, 264, 1067]
- notice-paragraph: The sale will be conducted subject (1) to confirmation that the sale is not prohibited under the U.S. Bankruptcy Code and (2) to final confirmation and audit of the status of the loan with the holder of the security deed.: [139, 454, 264, 486]
- notice-paragraph: Said sale to be held on notice. Purchaser will pay all taxes and/or costs and the Sheriff will make a deed. If the Sheriff, at the option of the purchaser, will be required to issue deed. The property will be sold at 2:00 PM on the day of the sale.: [528, 311, 653, 344]
- notice-paragraph: Map/Parcel Number: 22N15 07097 Defendant(s) in FiFa: 2012 MFL LLC & Santarini in GA2 LLC; 22N15 07097 / Lot 97 Bk 5 / 2 LA 5 Current Property Owner: Santarini in GA2 LLC: [528, 344, 653, 370]
- classified-title: Tax Notice: [739, 32, 782, 40]
- column-header: [140, 32, 265, 41]
- notice-paragraph: The sale will be held at the Cherokee County Courthouse, 90 North Street, Canton, GA 30114.: [269, 1216, 394, 1229]
- column-header: [269, 32, 394, 41]
- notice-paragraph: Pursuant to O.C.G.A. § 44-14-162.2, the name, address and telephone number of the individual or entity who shall have the full authority to negotiate, amend or modify all terms of the above described mortgage is as follows: Acopia Home Mortgage, LLC, Attn: Mr Cooper, 8950 Cypress Waters Blvd, Coppell, TX, 75019, 888-480-2432. The foregoing notwithstanding, nothing in O.C.G.A. § 44-14-162.2 shall require the secured creditor to negotiate, amend or modify the terms of the mortgage instrument.: [398, 1071, 523, 1136]
- notice-paragraph: The entity that has full authority to negotiate, amend, or modify all terms of the loan (although not required by law to do so) is: SHRI, LLC, c/o Womble Bond Dickinson (US) LLP, Lowder & Hunter, LLC, 261 East Main Street, Canton, Georgia 30114, 404-496-3238.: [269, 493, 394, 525]
- notice-paragraph: Years Due: 2023-2024 File #: 11: [657, 283, 731, 289]
- notice-paragraph: When making their bids, all bidders except the Secretary must submit a deposit totaling $19,222.51 (10% of Secretary's bid) in the form of a certified check or cashiers check made out to the Secretary of HUD. A deposit need not accompany each oral bid. If the successful bid is oral, a deposit of $19,222.51 must be presented before the bidding is closed. The deposit is nonrefundable. The remainder of the purchase price must be delivered within 30 days of the sale or at such other time as the Secretary may determine for good cause shown, time being of the essence. This amount, like the bid deposits, must be delivered in the form of a certified or cashiers check. If the Secretary is the highest bidder, he need not pay the bid amount in cash. The successful bidder will pay all conveying fees, all real estate and other taxes that are due on or after the delivery date of the remainder of the payment and all other costs associated with the transfer of title. At the conclusion of the sale, the deposits of the unsuccessful bidders will be returned to them.: [398, 55, 523, 185]
- notice-paragraph: There is no right of redemption, or right of possession based upon a right of redemption, in the mortgagor or others subsequent to a foreclosure completed pursuant to the Act. Therefore, the Foreclosure Commissioner will issue a Deed to the purchaser(s) upon receipt of the entire purchase price in accordance with the terms of the sale as provided herein. HUD does not guarantee that the property will be vacant.: [398, 315, 523, 367]
- notice-paragraph: EXHIBIT "A" All that tract or parcel of land lying and being in Land Lot 376, 2nd District, 2nd Section, Cherokee County, Georgia, and being known as Tract 4, as per plat of survey of property prepared for James E. Dubose by Charles E. Franklin, Registered Land Surveyor and dated September 24, 1979 and more specifically described as follows:: [139, 1112, 264, 1158]
- notice-paragraph: Reference Data: 14900/557: [657, 595, 720, 601]
- notice-paragraph: real estate taxes that have been paid by the Secretary to the date of the foreclosure sale.: [398, 42, 523, 55]
- notice-paragraph: Said property will be sold subject to any outstanding ad valorem taxes (including taxes which are a lien, but not yet due and payable), the right of redemption of any taxing authority, any matters which might be disclosed by an accurate survey and inspection of the property, any assessments, liens, encumbrances, zoning ordinances, restrictions, covenants, and any matters of record including, but not limited to, those superior to the Security Deed first set out above. Said property will be sold on an "as-is" basis without any representation, warranty or recourse against the above-named or the undersigned.: [10, 382, 135, 460]
- notice-paragraph: ALL THAT TRACT OR PARCEL OF LAND LYING AND BEING IN LAND LOT 329 of the 14th District, 2nd Section, Cherokee County, Georgia, and being more particularly described as follows:: [269, 1054, 394, 1080]
- notice-paragraph: NOTICE OF SALE UNDER POWER GEORGIA, CHEROKEE COUNTY: [141, 612, 263, 625]
